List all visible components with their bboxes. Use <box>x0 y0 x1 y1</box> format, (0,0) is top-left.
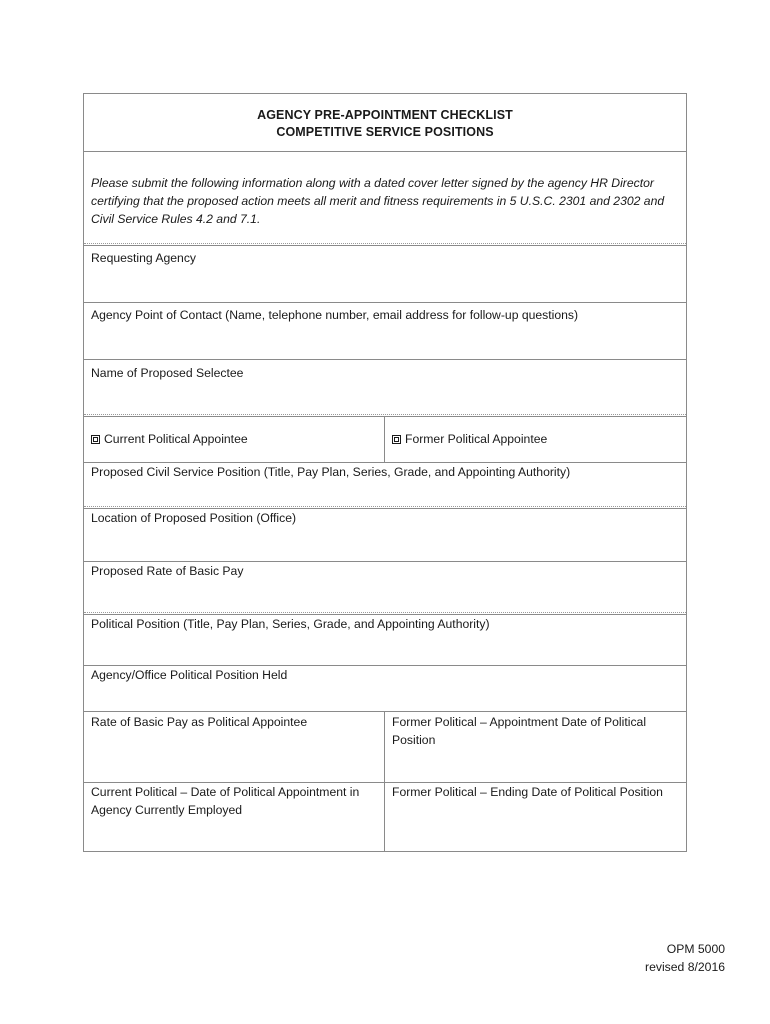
proposed-selectee-field[interactable] <box>84 360 686 417</box>
former-ending-date-label: Former Political – Ending Date of Political Position <box>392 785 663 799</box>
political-position-label: Political Position (Title, Pay Plan, Series, Grade, and Appointing Authority) <box>91 617 490 631</box>
pay-and-appointment-date-row <box>84 712 686 783</box>
appointee-status-row <box>84 417 686 463</box>
requesting-agency-field[interactable] <box>84 246 686 303</box>
proposed-rate-of-pay-label: Proposed Rate of Basic Pay <box>91 564 244 578</box>
current-and-ending-date-row <box>84 783 686 851</box>
current-appointment-date-label: Current Political – Date of Political Appointment in Agency Currently Employed <box>91 785 360 817</box>
pre-appointment-checklist-form <box>83 93 687 852</box>
revision-date: revised 8/2016 <box>645 959 725 974</box>
political-position-field[interactable] <box>84 615 686 666</box>
rate-of-pay-political-label: Rate of Basic Pay as Political Appointee <box>91 715 308 729</box>
form-number: OPM 5000 <box>666 942 725 956</box>
form-footer <box>645 941 725 976</box>
form-header <box>84 94 686 152</box>
current-political-appointee-label: Current Political Appointee <box>104 432 248 446</box>
current-appointment-date-cell[interactable] <box>84 783 385 851</box>
location-of-position-label: Location of Proposed Position (Office) <box>91 511 297 525</box>
political-position-held-label: Agency/Office Political Position Held <box>91 668 288 682</box>
proposed-civil-service-position-field[interactable] <box>84 463 686 509</box>
political-position-held-field[interactable] <box>84 666 686 712</box>
rate-of-pay-political-cell[interactable] <box>84 712 385 782</box>
proposed-civil-service-position-label: Proposed Civil Service Position (Title, Pay Plan, Series, Grade, and Appointing Authority) <box>91 465 571 479</box>
requesting-agency-label: Requesting Agency <box>91 251 197 265</box>
former-political-appointee-checkbox[interactable] <box>392 435 401 444</box>
former-political-appointee-option[interactable] <box>392 431 547 449</box>
instructions-section <box>84 152 686 246</box>
current-political-appointee-checkbox[interactable] <box>91 435 100 444</box>
former-political-appointee-label: Former Political Appointee <box>405 432 548 446</box>
current-political-appointee-cell[interactable] <box>84 417 385 462</box>
former-political-appointee-cell[interactable] <box>385 417 686 462</box>
current-political-appointee-option[interactable] <box>91 431 248 449</box>
former-appointment-date-label: Former Political – Appointment Date of Political Position <box>392 715 647 747</box>
location-of-position-field[interactable] <box>84 509 686 562</box>
former-ending-date-cell[interactable] <box>385 783 686 851</box>
point-of-contact-label: Agency Point of Contact (Name, telephone number, email address for follow-up questions) <box>91 308 579 322</box>
point-of-contact-field[interactable] <box>84 303 686 360</box>
instructions-text: Please submit the following information along with a dated cover letter signed by the agency HR Director certifying that the proposed action meets all merit and fitness requirements in 5 U.S.C. 2301 and 2302 and Civil Service Rules 4.2 and 7.1. <box>91 176 665 226</box>
proposed-selectee-label: Name of Proposed Selectee <box>91 366 244 380</box>
form-title: AGENCY PRE-APPOINTMENT CHECKLIST <box>257 108 513 122</box>
proposed-rate-of-pay-field[interactable] <box>84 562 686 615</box>
form-subtitle: COMPETITIVE SERVICE POSITIONS <box>276 125 494 139</box>
former-appointment-date-cell[interactable] <box>385 712 686 782</box>
